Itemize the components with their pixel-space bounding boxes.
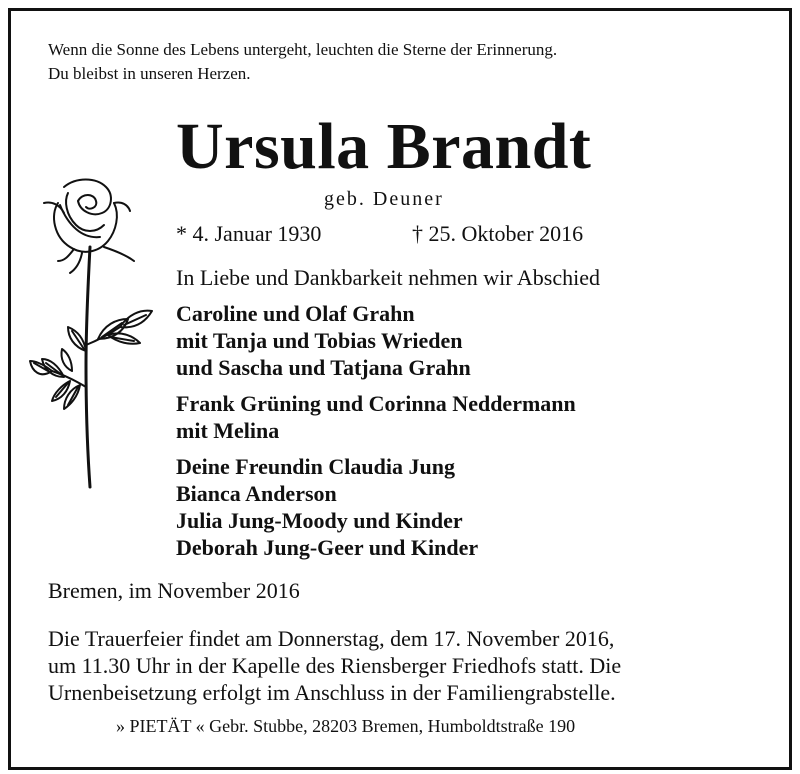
mourner-line: mit Tanja und Tobias Wrieden [176, 328, 463, 353]
motto-line-1: Wenn die Sonne des Lebens untergeht, leuchten die Sterne der Erinnerung. [48, 40, 558, 59]
farewell-text: In Liebe und Dankbarkeit nehmen wir Abschied [176, 265, 600, 290]
life-dates [176, 221, 584, 247]
mourner-line: Deine Freundin Claudia Jung [176, 454, 455, 479]
death-date: † 25. Oktober 2016 [412, 221, 584, 246]
mourner-line: Julia Jung-Moody und Kinder [176, 508, 463, 533]
service-info [48, 625, 768, 706]
mourner-line: Caroline und Olaf Grahn [176, 301, 415, 326]
mourner-line: Frank Grüning und Corinna Neddermann [176, 391, 576, 416]
service-line-2: um 11.30 Uhr in der Kapelle des Riensberger Friedhofs statt. Die [48, 653, 622, 678]
birth-date: * 4. Januar 1930 [176, 221, 322, 246]
motto-line-2: Du bleibst in unseren Herzen. [48, 64, 251, 83]
mourner-line: und Sascha und Tatjana Grahn [176, 355, 471, 380]
place-date: Bremen, im November 2016 [48, 578, 300, 603]
mourners [176, 300, 576, 570]
mourner-line: Deborah Jung-Geer und Kinder [176, 535, 479, 560]
mourner-line: mit Melina [176, 418, 280, 443]
mourner-group [176, 453, 576, 561]
service-line-3: Urnenbeisetzung erfolgt im Anschluss in der Familiengrabstelle. [48, 680, 616, 705]
deceased-name: Ursula Brandt [176, 110, 592, 183]
rose-icon [24, 175, 164, 495]
maiden-name: geb. Deuner [324, 188, 444, 210]
mourner-line: Bianca Anderson [176, 481, 337, 506]
mourner-group [176, 300, 576, 381]
mourner-group [176, 390, 576, 444]
motto [48, 38, 557, 86]
undertaker-line: » PIETÄT « Gebr. Stubbe, 28203 Bremen, Humboldtstraße 190 [116, 716, 576, 736]
service-line-1: Die Trauerfeier findet am Donnerstag, dem 17. November 2016, [48, 626, 615, 651]
